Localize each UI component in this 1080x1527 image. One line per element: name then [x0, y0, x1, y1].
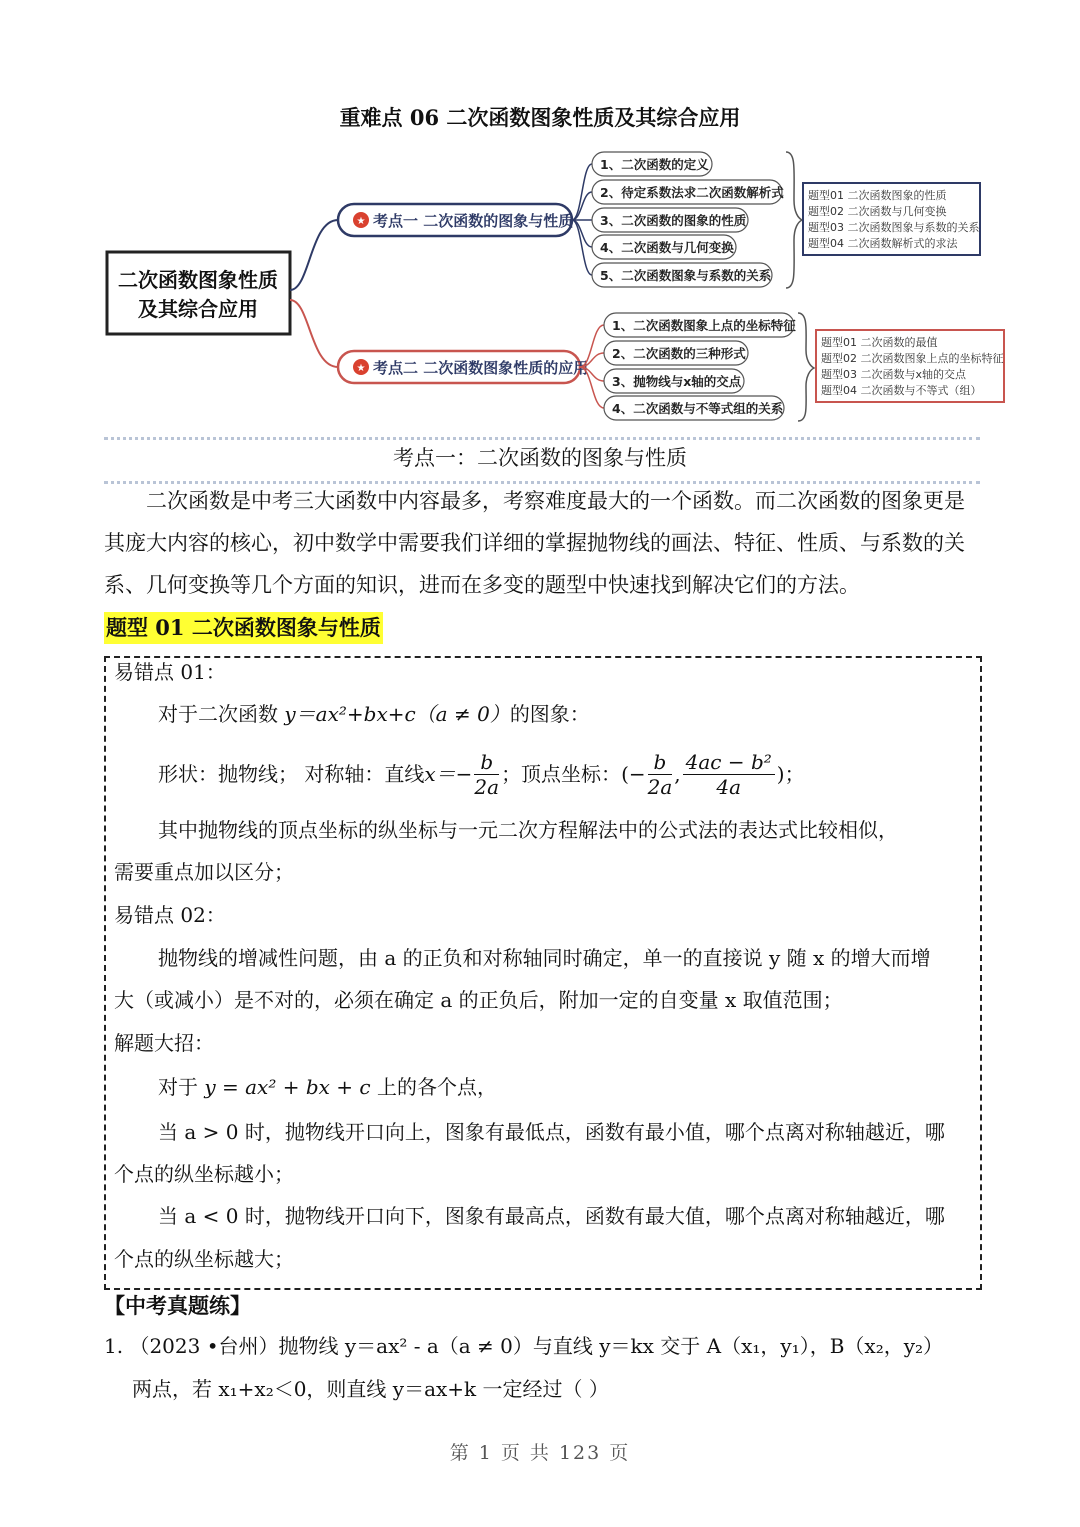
error-point-1-line-2: 形状：抛物线； 对称轴：直线 x＝− $\frac{b}{2a}$ ；顶点坐标： (− $\frac{b}{2a}$ , $\frac{\text{4ac − b²}}{4a}$ )；	[158, 749, 805, 799]
svg-text:★: ★	[356, 363, 366, 374]
tip-line-3: 个点的纵坐标越小；	[114, 1162, 294, 1186]
mindmap-branch2-label: 考点二 二次函数图象性质的应用	[373, 359, 589, 377]
document-title: 重难点 06 二次函数图象性质及其综合应用	[339, 105, 741, 130]
mindmap-b2-item-4: 4、二次函数与不等式组的关系	[612, 401, 784, 416]
error-point-1-line-3: 其中抛物线的顶点坐标的纵坐标与一元二次方程解法中的公式法的表达式比较相似，	[158, 818, 898, 842]
mindmap-b1-item-4: 4、二次函数与几何变换	[600, 240, 734, 255]
mindmap-b2-type-3: 题型03 二次函数与x轴的交点	[821, 368, 967, 381]
tip-label: 解题大招：	[114, 1031, 214, 1055]
error-point-2-line-1: 抛物线的增减性问题，由 a 的正负和对称轴同时确定，单一的直接说 y 随 x 的增大而增	[158, 946, 931, 970]
mindmap-b2-item-2: 2、二次函数的三种形式	[612, 346, 746, 361]
mindmap-b2-type-4: 题型04 二次函数与不等式（组）	[821, 384, 982, 397]
mindmap-b1-type-4: 题型04 二次函数解析式的求法	[808, 237, 958, 250]
mindmap-b1-item-5: 5、二次函数图象与系数的关系	[600, 268, 772, 283]
mindmap-b2-item-1: 1、二次函数图象上点的坐标特征	[612, 318, 796, 333]
page-footer: 第 1 页 共 123 页	[449, 1442, 631, 1464]
error-point-1-label: 易错点 01：	[114, 660, 226, 684]
type-heading: 题型 01 二次函数图象与性质	[104, 612, 383, 644]
intro-line-2: 其庞大内容的核心，初中数学中需要我们详细的掌握抛物线的画法、特征、性质、与系数的关	[104, 531, 965, 555]
section-heading: 考点一：二次函数的图象与性质	[393, 446, 687, 470]
mindmap-b2-type-2: 题型02 二次函数图象上点的坐标特征	[821, 352, 1004, 365]
mindmap-branch1-label: 考点一 二次函数的图象与性质	[373, 212, 574, 230]
error-point-1-line-1: 对于二次函数 y＝ax²+bx+c（a ≠ 0）的图象：	[158, 702, 590, 726]
tip-line-4: 当 a < 0 时，抛物线开口向下，图象有最高点，函数有最大值，哪个点离对称轴越近，哪	[158, 1204, 945, 1228]
practice-heading: 【中考真题练】	[104, 1294, 251, 1318]
tip-line-5: 个点的纵坐标越大；	[114, 1247, 294, 1271]
divider-top	[104, 437, 980, 440]
mindmap-b1-type-1: 题型01 二次函数图象的性质	[808, 189, 947, 202]
mindmap-root-line2: 及其综合应用	[138, 297, 258, 321]
error-point-2-label: 易错点 02：	[114, 903, 226, 927]
question-1-line-1: 1. （2023 •台州）抛物线 y＝ax² - a（a ≠ 0）与直线 y＝kx 交于 A（x₁，y₁），B（x₂，y₂）	[104, 1334, 944, 1358]
question-1-line-2: 两点，若 x₁+x₂＜0，则直线 y＝ax+k 一定经过（ ）	[132, 1377, 609, 1401]
mindmap-b1-item-1: 1、二次函数的定义	[600, 157, 709, 172]
svg-text:★: ★	[356, 216, 366, 227]
quadratic-formula: y＝ax²+bx+c（a ≠ 0）	[284, 702, 510, 726]
fraction-b-over-2a: $\frac{b}{2a}$	[474, 749, 500, 799]
mindmap-root-box	[107, 252, 290, 334]
tip-line-2: 当 a > 0 时，抛物线开口向上，图象有最低点，函数有最小值，哪个点离对称轴越近，哪	[158, 1120, 945, 1144]
intro-line-3: 系、几何变换等几个方面的知识，进而在多变的题型中快速找到解决它们的方法。	[104, 573, 860, 597]
mindmap-root-line1: 二次函数图象性质	[118, 268, 278, 292]
intro-line-1: 二次函数是中考三大函数中内容最多，考察难度最大的一个函数。而二次函数的图象更是	[146, 489, 965, 513]
fraction-vertex-y: $\frac{\text{4ac − b²}}{4a}$	[683, 750, 775, 799]
error-point-2-line-2: 大（或减小）是不对的，必须在确定 a 的正负后，附加一定的自变量 x 取值范围；	[114, 988, 843, 1012]
mindmap-b1-item-3: 3、二次函数的图象的性质	[600, 213, 747, 228]
mind-map	[0, 140, 1080, 430]
mindmap-b1-item-2: 2、待定系数法求二次函数解析式	[600, 185, 784, 200]
fraction-vertex-x: $\frac{b}{2a}$	[647, 749, 673, 799]
mindmap-b1-type-2: 题型02 二次函数与几何变换	[808, 205, 947, 218]
tip-line-1: 对于 y = ax² + bx + c 上的各个点，	[158, 1075, 497, 1099]
mindmap-b1-type-3: 题型03 二次函数图象与系数的关系	[808, 221, 980, 234]
error-point-1-line-4: 需要重点加以区分；	[114, 860, 294, 884]
mindmap-b2-type-1: 题型01 二次函数的最值	[821, 336, 938, 349]
mindmap-b2-item-3: 3、抛物线与x轴的交点	[612, 374, 742, 389]
